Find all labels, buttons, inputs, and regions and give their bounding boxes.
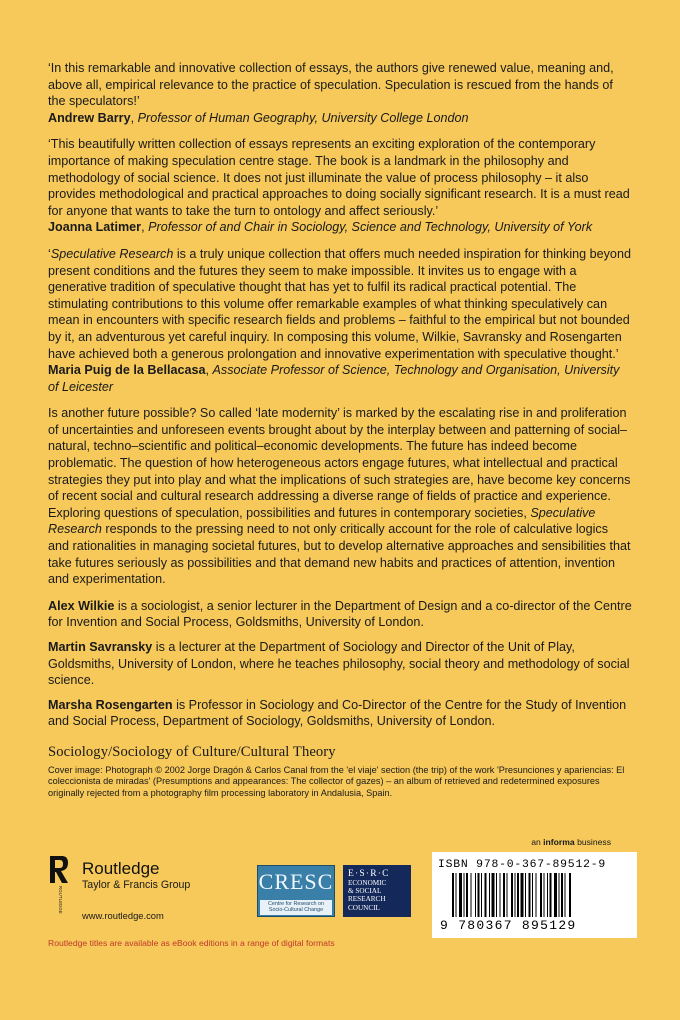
- bio-text: is a lecturer at the Department of Sociology and Director of the Unit of Play, Goldsmiths, University of London, where he teaches philosophy, social theory and methodology of social science.: [48, 640, 630, 688]
- quote-book-title: Speculative Research: [50, 246, 174, 261]
- quote-author-role: Professor of and Chair in Sociology, Science and Technology, University of York: [148, 220, 593, 235]
- description-part1: Is another future possible? So called ‘late modernity’ is marked by the escalating rise in and proliferation of uncertainties and unforeseen events brought about by the interplay between and patterning of social–natural, techno–scientific and political–economic developments. The future has indeed become problematic. The question of how heterogeneous actors engage futures, what intellectual and practical strategies they put into play and what the implications of such strategies are, have become key concerns of recent social and cultural research addressing a diverse range of fields of practice and experience. Exploring questions of speculation, possibilities and futures in contemporary societies,: [48, 406, 631, 520]
- book-description: [48, 405, 632, 588]
- esrc-line: & SOCIAL: [348, 887, 382, 896]
- quote-attribution: Joanna Latimer, Professor of and Chair in Sociology, Science and Technology, University of York: [48, 220, 593, 235]
- barcode-icon: [452, 873, 622, 917]
- esrc-line: RESEARCH: [348, 895, 386, 904]
- endorsement-quote-puig: [48, 246, 632, 395]
- esrc-line: COUNCIL: [348, 903, 380, 912]
- subject-category: Sociology/Sociology of Culture/Cultural Theory: [48, 743, 336, 760]
- cresc-tagline: Centre for Research on Socio-Cultural Change: [260, 900, 332, 915]
- quote-text: ‘This beautifully written collection of essays represents an exciting exploration of the contemporary importance of making speculation centre stage. The book is a landmark in the philosophy and methodology of social science. It does not just illuminate the value of process philosophy – it also provides methodological and practical approaches to doing socially significant research. It is a must read for anyone that wants to take the turn to ontology and affect seriously.’: [48, 137, 630, 218]
- quote-attribution: Andrew Barry, Professor of Human Geography, University College London: [48, 110, 469, 125]
- informa-tagline: an informa business: [531, 837, 611, 847]
- description-part2: responds to the pressing need to not only critically account for the role of calculative logics and rationalities in managing societal futures, but to develop alternative approaches and sensibilities that take futures seriously as possibilities and that demand new habits and practices of attention, invention and experimentation.: [48, 522, 631, 587]
- quote-author: Joanna Latimer: [48, 220, 142, 235]
- quote-author-role: Professor of Human Geography, University College London: [137, 110, 469, 125]
- quote-author: Maria Puig de la Bellacasa: [48, 363, 206, 378]
- cover-image-credit: Cover image: Photograph © 2002 Jorge Dragón & Carlos Canal from the 'el viaje' section (the trip) of the work 'Presunciones y apariencias: El coleccionista de miradas' (Presumptions and appearances: The collector of gazes) – an album of retrieved and redetermined exposures originally rejected from a photography film processing laboratory in Andalusia, Spain.: [48, 764, 625, 798]
- esrc-logo: [343, 865, 411, 917]
- back-cover-text: [48, 60, 632, 799]
- quote-attribution: Maria Puig de la Bellacasa, Associate Professor of Science, Technology and Organisation, University of Leicester: [48, 363, 620, 394]
- publisher-url[interactable]: www.routledge.com: [82, 910, 164, 921]
- cresc-title: CRESC: [258, 869, 334, 894]
- publisher-name: Routledge: [82, 859, 160, 878]
- bio-wilkie: [48, 598, 632, 631]
- endorsement-quote-barry: [48, 60, 632, 126]
- publisher-group: Taylor & Francis Group: [82, 879, 191, 891]
- quote-text: ‘In this remarkable and innovative collection of essays, the authors give renewed value, meaning and, above all, empirical relevance to the practice of speculation. Speculation is rescued from the hands of the speculators!’: [48, 61, 614, 109]
- endorsement-quote-latimer: [48, 136, 632, 236]
- esrc-initials: E·S·R·C: [348, 869, 390, 879]
- svg-text:ROUTLEDGE: ROUTLEDGE: [58, 886, 63, 914]
- ebook-availability-note: Routledge titles are available as eBook editions in a range of digital formats: [48, 938, 335, 948]
- bio-rosengarten: [48, 697, 632, 730]
- description-book-title: Speculative Research: [48, 505, 596, 537]
- bio-savransky: [48, 639, 632, 689]
- esrc-line: ECONOMIC: [348, 879, 387, 887]
- quote-text: is a truly unique collection that offers much needed inspiration for thinking beyond present conditions and the futures they seem to make impossible. It invites us to engage with a generative tradition of speculative thought that has yet to fulfil its radical practical potential. The stimulating contributions to this volume offer remarkable examples of what thinking speculatively can mean in encounters with specific research fields and problems – faithful to the empirical but not bounded by it, an adventurous yet careful inquiry. In composing this volume, Wilkie, Savransky and Rosengarten have achieved both a generous prolongation and innovative experimentation with speculative thought.’: [48, 246, 631, 361]
- bio-name: Martin Savransky: [48, 640, 153, 654]
- routledge-logo-icon: [48, 855, 70, 914]
- isbn-barcode-panel: [432, 852, 637, 938]
- cresc-logo: [257, 865, 335, 917]
- bio-name: Marsha Rosengarten: [48, 697, 173, 712]
- quote-author: Andrew Barry: [48, 110, 131, 125]
- quote-open-mark: ‘: [48, 246, 51, 261]
- informa-brand: informa: [543, 837, 575, 847]
- bio-text: is a sociologist, a senior lecturer in the Department of Design and a co-director of the Centre for Invention and Social Process, Goldsmiths, University of London.: [48, 598, 632, 630]
- quote-author-role: Associate Professor of Science, Technology and Organisation, University of Leicester: [48, 363, 620, 394]
- bio-text: is Professor in Sociology and Co-Director of the Centre for the Study of Invention and Social Process, Department of Sociology, Goldsmiths, University of London.: [48, 697, 627, 729]
- isbn-label: ISBN 978-0-367-89512-9: [438, 859, 606, 871]
- bio-name: Alex Wilkie: [48, 598, 115, 613]
- barcode-digits: 9 780367 895129: [440, 918, 577, 933]
